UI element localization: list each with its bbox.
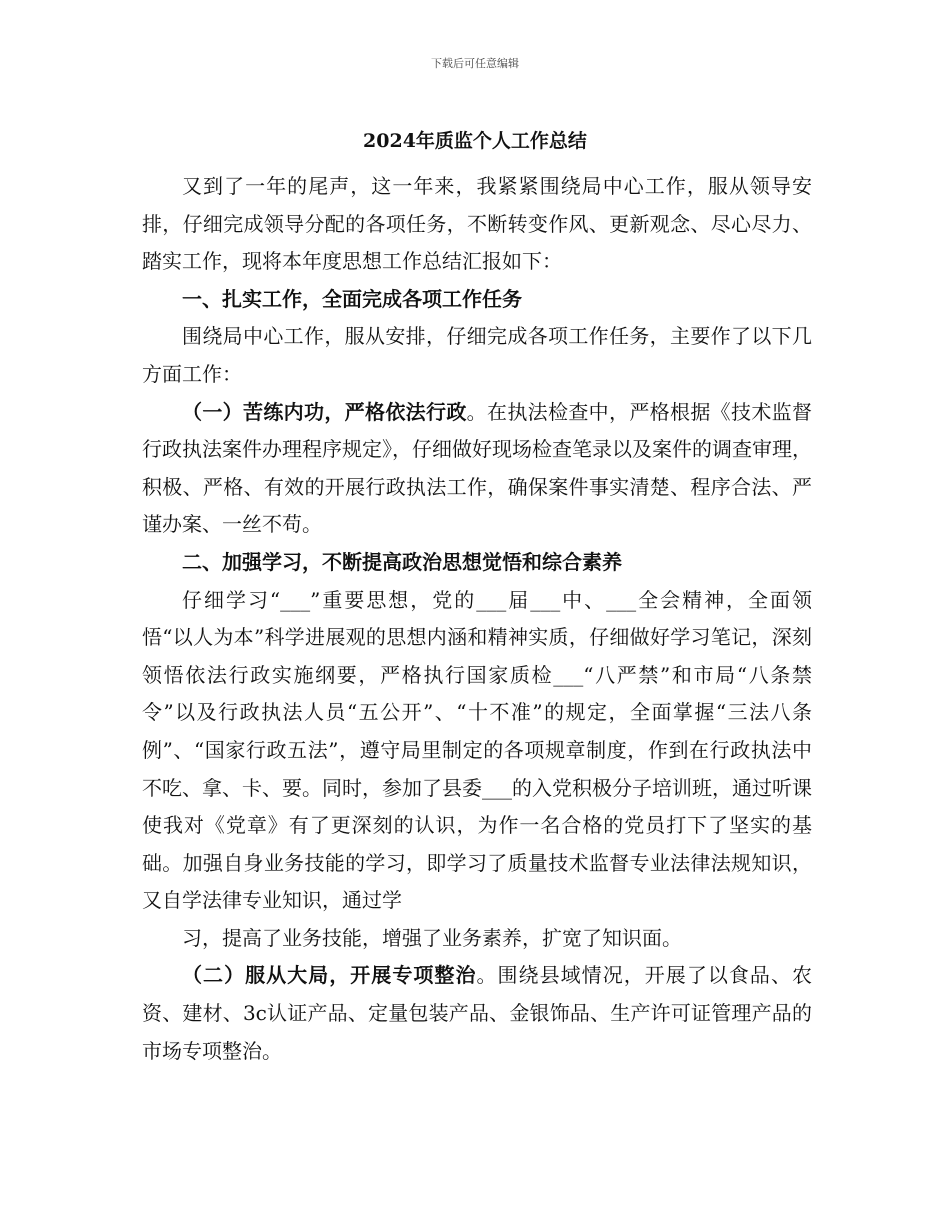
subsection-1-paragraph [142, 394, 812, 544]
subsection-1-text: 。在执法检查中，严格根据《技术监督行政执法案件办理程序规定》，仔细做好现场检查笔录以及案件的调查审理，积极、严格、有效的开展行政执法工作，确保案件事实清楚、程序合法、严谨办案、一丝不苟。 [142, 399, 813, 537]
section-2-paragraph: 仔细学习“___”重要思想，党的___届___中、___全会精神，全面领悟“以人为本”科学进展观的思想内涵和精神实质，仔细做好学习笔记，深刻领悟依法行政实施纲要，严格执行国家质检___“八严禁”和市局“八条禁令”以及行政执法人员“五公开”、“十不准”的规定，全面掌握“三法八条例”、“国家行政五法”，遵守局里制定的各项规章制度，作到在行政执法中不吃、拿、卡、要。同时，参加了县委___的入党积极分子培训班，通过听课使我对《党章》有了更深刻的认识，为作一名合格的党员打下了坚实的基础。加强自身业务技能的学习，即学习了质量技术监督专业法律法规知识，又自学法律专业知识，通过学 [142, 587, 812, 913]
section-1-paragraph: 围绕局中心工作，服从安排，仔细完成各项工作任务，主要作了以下几方面工作： [142, 324, 812, 386]
subsection-1-lead: （一）苦练内功，严格依法行政 [182, 399, 467, 424]
header-note: 下载后可任意编辑 [431, 57, 519, 70]
subsection-2-text: 。围绕县域情况，开展了以食品、农资、建材、3c认证产品、定量包装产品、金银饰品、生产许可证管理产品的市场专项整治。 [142, 963, 813, 1063]
document-title: 2024年质监个人工作总结 [363, 130, 587, 152]
subsection-2-paragraph [142, 957, 812, 1070]
section-2-continuation: 习，提高了业务技能，增强了业务素养，扩宽了知识面。 [182, 925, 682, 950]
document-body [142, 168, 812, 1070]
section-2-heading: 二、加强学习，不断提高政治思想觉悟和综合素养 [182, 549, 622, 574]
subsection-2-lead: （二）服从大局，开展专项整治 [182, 963, 477, 988]
intro-paragraph: 又到了一年的尾声，这一年来，我紧紧围绕局中心工作，服从领导安排，仔细完成领导分配的各项任务，不断转变作风、更新观念、尽心尽力、踏实工作，现将本年度思想工作总结汇报如下： [142, 174, 812, 274]
section-1-heading: 一、扎实工作，全面完成各项工作任务 [182, 286, 522, 311]
